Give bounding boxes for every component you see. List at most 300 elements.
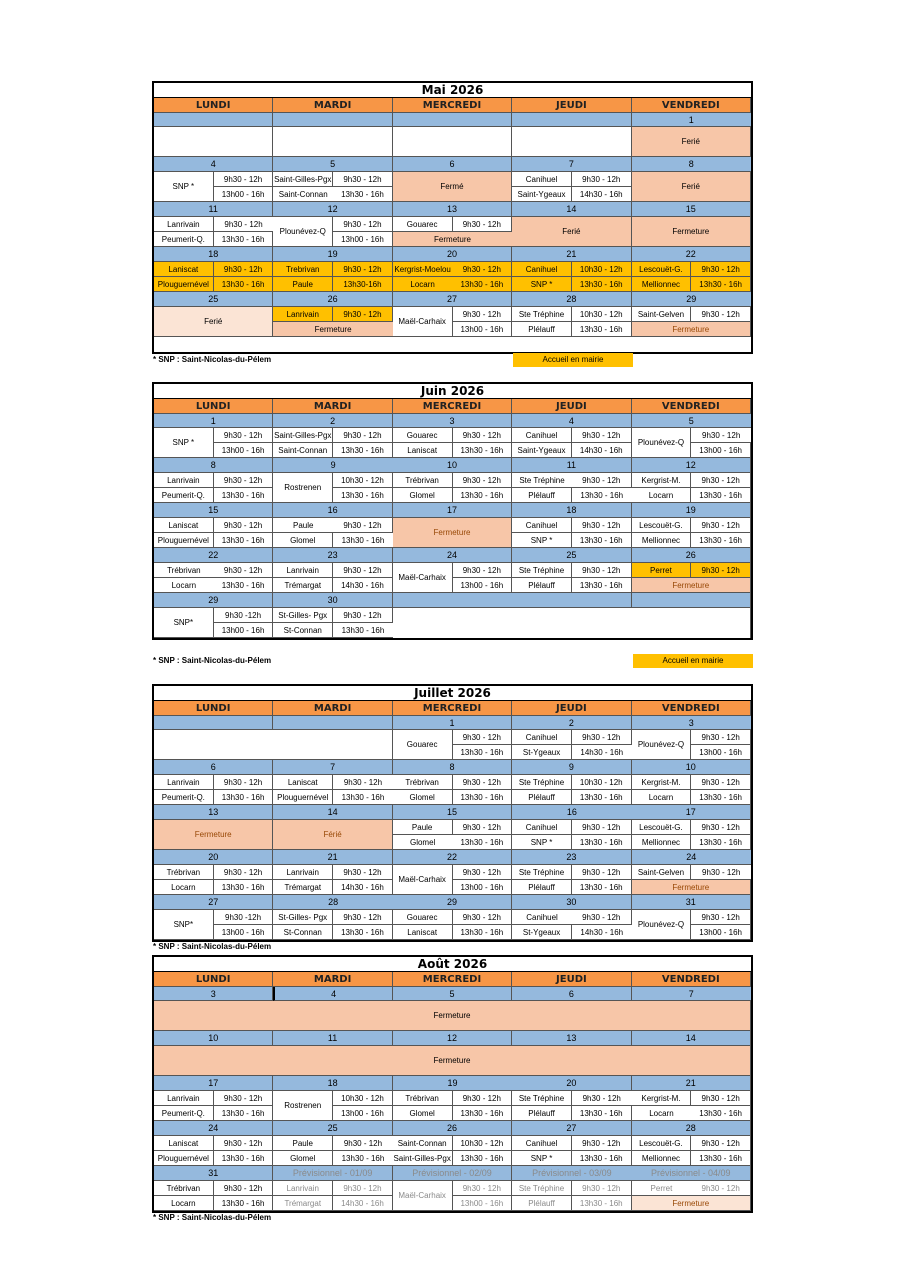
location: Plélauff: [512, 790, 572, 805]
location: Canihuel: [512, 910, 572, 925]
weekday-header: MARDI: [273, 399, 392, 414]
hours: 14h30 - 16h: [572, 443, 632, 458]
hours: 9h30 - 12h: [214, 1181, 274, 1196]
day-number: [273, 716, 392, 730]
month-grid: [154, 399, 751, 638]
hours: 9h30 - 12h: [333, 217, 393, 232]
location: Gouarec: [393, 910, 453, 925]
location: Canihuel: [512, 172, 572, 187]
day-number: 6: [393, 157, 512, 172]
day-number: 19: [393, 1076, 512, 1091]
location: Laniscat: [273, 775, 333, 790]
location: Plélauff: [512, 880, 572, 895]
day-number: 24: [632, 850, 751, 865]
location: Saint-Gilles-Pgx: [273, 172, 333, 187]
hours: 13h00 - 16h: [691, 443, 751, 458]
hours: 13h30 - 16h: [214, 880, 274, 895]
hours: 13h00 - 16h: [691, 745, 751, 760]
location: Rostrenen: [273, 1091, 333, 1121]
location: St-Ygeaux: [512, 925, 572, 940]
hours: 13h30 - 16h: [333, 1151, 393, 1166]
location: Lanrivain: [154, 775, 214, 790]
location: Canihuel: [512, 1136, 572, 1151]
hours: 13h00 - 16h: [214, 623, 274, 638]
location: Trémargat: [273, 578, 333, 593]
day-number: 27: [154, 895, 273, 910]
day-number: 27: [393, 292, 512, 307]
location: Saint-Ygeaux: [512, 187, 572, 202]
location: Plélauff: [512, 488, 572, 503]
hours: 13h30 - 16h: [453, 925, 513, 940]
location: Locarn: [393, 277, 453, 292]
hours: 14h30 - 16h: [333, 880, 393, 895]
hours: 9h30 - 12h: [453, 563, 513, 578]
day-number: 2: [512, 716, 631, 730]
location: Gouarec: [393, 428, 453, 443]
location: SNP *: [512, 1151, 572, 1166]
hours: 13h30 - 16h: [214, 533, 274, 548]
location: Ste Tréphine: [512, 563, 572, 578]
hours: 9h30 - 12h: [691, 262, 751, 277]
day-number: 10: [154, 1031, 273, 1046]
hours: 13h30 - 16h: [214, 790, 274, 805]
day-number: 5: [273, 157, 392, 172]
location: SNP*: [154, 608, 214, 638]
day-number: [512, 593, 631, 608]
location: Saint-Gelven: [632, 865, 692, 880]
location: Canihuel: [512, 428, 572, 443]
hours: 9h30 - 12h: [453, 820, 513, 835]
location: Plélauff: [512, 578, 572, 593]
location: Peumerit-Q.: [154, 790, 214, 805]
hours: 9h30 - 12h: [691, 428, 751, 443]
location: Trébrivan: [393, 775, 453, 790]
day-number: 21: [273, 850, 392, 865]
location: Lescouët-G.: [632, 518, 692, 533]
location: Canihuel: [512, 518, 572, 533]
calendar-aout: [152, 955, 753, 1213]
location: Mellionnec: [632, 835, 692, 850]
location: Trémargat: [273, 1196, 333, 1211]
day-number: 11: [273, 1031, 392, 1046]
location: Saint-Connan: [273, 187, 333, 202]
closed-cell: Fermeture: [273, 322, 392, 337]
closed-cell: Fermeture: [154, 1046, 751, 1076]
closed-cell: Fermeture: [393, 232, 512, 247]
closed-cell: Fermeture: [154, 1001, 751, 1031]
day-number: 12: [393, 1031, 512, 1046]
location: Peumerit-Q.: [154, 232, 214, 247]
location: Ste Tréphine: [512, 1181, 572, 1196]
location: Plounévez-Q: [632, 730, 692, 760]
location: Locarn: [154, 880, 214, 895]
day-number: 17: [632, 805, 751, 820]
day-number: [154, 716, 273, 730]
location: Ste Tréphine: [512, 865, 572, 880]
hours: 13h30 - 16h: [333, 790, 393, 805]
day-number: 29: [393, 895, 512, 910]
location: Perret: [632, 1181, 692, 1196]
weekday-header: MARDI: [273, 972, 392, 987]
hours: 13h30 - 16h: [572, 488, 632, 503]
calendar-juillet: [152, 684, 753, 942]
location: St-Connan: [273, 925, 333, 940]
hours: 13h00 - 16h: [214, 443, 274, 458]
weekday-header: MERCREDI: [393, 399, 512, 414]
hours: 13h30 - 16h: [572, 322, 632, 337]
day-number: 25: [273, 1121, 392, 1136]
location: Maël-Carhaix: [393, 1181, 453, 1211]
location: Maël-Carhaix: [393, 865, 453, 895]
hours: 9h30 - 12h: [572, 518, 632, 533]
hours: 13h30 - 16h: [214, 1196, 274, 1211]
location: Locarn: [632, 1106, 692, 1121]
calendar-mai: [152, 81, 753, 354]
hours: 9h30 -12h: [214, 910, 274, 925]
location: SNP *: [154, 172, 214, 202]
hours: 13h30 - 16h: [691, 488, 751, 503]
hours: 9h30 - 12h: [572, 730, 632, 745]
day-number: 23: [512, 850, 631, 865]
location: Paule: [273, 277, 333, 292]
hours: 9h30 - 12h: [572, 428, 632, 443]
location: Maël-Carhaix: [393, 307, 453, 337]
weekday-header: LUNDI: [154, 972, 273, 987]
hours: 13h30 - 16h: [453, 443, 513, 458]
holiday-cell: Ferié: [154, 307, 273, 337]
day-number: 19: [632, 503, 751, 518]
day-number: 7: [273, 760, 392, 775]
day-number: 18: [273, 1076, 392, 1091]
location: Glomel: [273, 533, 333, 548]
hours: 9h30 - 12h: [453, 775, 513, 790]
hours: 9h30 - 12h: [453, 473, 513, 488]
day-number: 10: [632, 760, 751, 775]
day-number: 9: [512, 760, 631, 775]
location: Saint-Connan: [393, 1136, 453, 1151]
location: Trébrivan: [154, 865, 214, 880]
location: Saint-Gelven: [632, 307, 692, 322]
day-number: 13: [154, 805, 273, 820]
footnote: * SNP : Saint-Nicolas-du-Pélem: [153, 656, 272, 665]
day-number: 1: [632, 113, 751, 127]
location: Trébrivan: [154, 1181, 214, 1196]
hours: 9h30 - 12h: [453, 428, 513, 443]
hours: 9h30 - 12h: [214, 775, 274, 790]
day-number: 15: [154, 503, 273, 518]
hours: 9h30 - 12h: [333, 1136, 393, 1151]
location: Lescouët-G.: [632, 262, 692, 277]
location: Saint-Gilles-Pgx: [393, 1151, 453, 1166]
weekday-header: MARDI: [273, 98, 392, 113]
day-number: 5: [632, 414, 751, 428]
hours: 9h30 - 12h: [214, 428, 274, 443]
location: Gouarec: [393, 217, 453, 232]
location: Kergrist-M.: [632, 1091, 692, 1106]
hours: 9h30 - 12h: [333, 518, 393, 533]
day-number: 1: [393, 716, 512, 730]
hours: 9h30 - 12h: [453, 1181, 513, 1196]
hours: 13h30 - 16h: [453, 745, 513, 760]
day-number: 6: [154, 760, 273, 775]
closed-cell: Fermeture: [632, 880, 751, 895]
hours: 13h00 - 16h: [214, 187, 274, 202]
day-number: 30: [512, 895, 631, 910]
weekday-header: MARDI: [273, 701, 392, 716]
month-title: Juillet 2026: [154, 686, 751, 701]
day-number: 16: [273, 503, 392, 518]
empty-cell: [154, 127, 273, 157]
month-title: Mai 2026: [154, 83, 751, 98]
day-number: 3: [393, 414, 512, 428]
day-number: 18: [512, 503, 631, 518]
day-number: [632, 593, 751, 608]
location: Trébrivan: [393, 473, 453, 488]
hours: 13h30 - 16h: [691, 533, 751, 548]
hours: 9h30 - 12h: [214, 518, 274, 533]
hours: 9h30 - 12h: [333, 428, 393, 443]
hours: 14h30 - 16h: [333, 578, 393, 593]
footnote: * SNP : Saint-Nicolas-du-Pélem: [153, 355, 272, 364]
day-number: 20: [512, 1076, 631, 1091]
location: Plouguernével: [273, 790, 333, 805]
day-number: 21: [632, 1076, 751, 1091]
hours: 13h30 - 16h: [453, 835, 513, 850]
location: Saint-Connan: [273, 443, 333, 458]
day-number: 16: [512, 805, 631, 820]
day-number: 17: [393, 503, 512, 518]
day-number: 9: [273, 458, 392, 473]
location: Lanrivain: [154, 217, 214, 232]
hours: 9h30 - 12h: [691, 563, 751, 578]
hours: 10h30 - 12h: [572, 307, 632, 322]
weekday-header: JEUDI: [512, 399, 631, 414]
hours: 13h30 - 16h: [333, 533, 393, 548]
day-number: 22: [393, 850, 512, 865]
day-number: 29: [154, 593, 273, 608]
day-number: [273, 113, 392, 127]
closed-cell: Fermeture: [632, 322, 751, 337]
hours: 9h30 - 12h: [453, 730, 513, 745]
location: Plounévez-Q: [273, 217, 333, 247]
day-number: 20: [393, 247, 512, 262]
month-title: Août 2026: [154, 957, 751, 972]
location: Plouguernével: [154, 277, 214, 292]
day-number: 29: [632, 292, 751, 307]
holiday-cell: Ferié: [512, 217, 631, 247]
day-number: 26: [273, 292, 392, 307]
hours: 9h30 - 12h: [214, 262, 274, 277]
legend-mairie: Accueil en mairie: [633, 654, 753, 668]
empty-cell: [393, 608, 751, 638]
day-number: 28: [273, 895, 392, 910]
location: Plouguernével: [154, 1151, 214, 1166]
location: Paule: [273, 518, 333, 533]
hours: 13h30 - 16h: [214, 277, 274, 292]
location: Ste Tréphine: [512, 1091, 572, 1106]
day-number-provisional: Prévisionnel - 04/09: [632, 1166, 751, 1181]
day-number: 25: [512, 548, 631, 563]
hours: 13h30 - 16h: [572, 790, 632, 805]
location: Locarn: [632, 488, 692, 503]
day-number: 25: [154, 292, 273, 307]
day-number: 6: [512, 987, 631, 1001]
location: Trébrivan: [393, 1091, 453, 1106]
location: Ste Tréphine: [512, 775, 572, 790]
hours: 9h30 - 12h: [214, 1091, 274, 1106]
hours: 9h30 - 12h: [214, 473, 274, 488]
location: Laniscat: [393, 443, 453, 458]
location: Lanrivain: [154, 473, 214, 488]
hours: 13h30 - 16h: [333, 443, 393, 458]
day-number: [512, 113, 631, 127]
hours: 13h30 - 16h: [453, 1106, 513, 1121]
hours: 9h30 - 12h: [333, 1181, 393, 1196]
location: Canihuel: [512, 730, 572, 745]
hours: 9h30 - 12h: [214, 172, 274, 187]
hours: 13h30 - 16h: [572, 578, 632, 593]
hours: 13h00 - 16h: [691, 925, 751, 940]
hours: 13h30 - 16h: [691, 1151, 751, 1166]
weekday-header: MERCREDI: [393, 701, 512, 716]
hours: 14h30 - 16h: [572, 925, 632, 940]
location: Lescouët-G.: [632, 820, 692, 835]
day-number: 20: [154, 850, 273, 865]
hours: 9h30 - 12h: [214, 217, 274, 232]
closed-cell: Fermeture: [632, 217, 751, 247]
location: Kergrist-Moelou: [393, 262, 453, 277]
hours: 13h30 - 16h: [691, 1106, 751, 1121]
weekday-header: LUNDI: [154, 399, 273, 414]
hours: 9h30 - 12h: [691, 910, 751, 925]
day-number: 15: [632, 202, 751, 217]
hours: 13h00 - 16h: [453, 578, 513, 593]
hours: 13h30 - 16h: [453, 277, 513, 292]
day-number: 11: [512, 458, 631, 473]
hours: 9h30 - 12h: [691, 730, 751, 745]
month-grid: [154, 98, 751, 352]
hours: 9h30 - 12h: [453, 1091, 513, 1106]
location: Trébrivan: [154, 563, 214, 578]
location: Perret: [632, 563, 692, 578]
day-number: 4: [512, 414, 631, 428]
hours: 13h30 - 16h: [453, 488, 513, 503]
location: Glomel: [273, 1151, 333, 1166]
hours: 13h30 - 16h: [572, 880, 632, 895]
location: Trémargat: [273, 880, 333, 895]
empty-cell: [154, 730, 393, 760]
closed-cell: Fermé: [393, 172, 512, 202]
hours: 13h30-16h: [333, 277, 393, 292]
day-number-provisional: Prévisionnel - 03/09: [512, 1166, 631, 1181]
location: Locarn: [154, 578, 214, 593]
hours: 13h30 - 16h: [333, 623, 393, 638]
hours: 13h30 - 16h: [214, 1151, 274, 1166]
hours: 9h30 - 12h: [214, 563, 274, 578]
hours: 13h30 - 16h: [572, 533, 632, 548]
hours: 9h30 - 12h: [691, 307, 751, 322]
weekday-header: JEUDI: [512, 701, 631, 716]
location: Glomel: [393, 1106, 453, 1121]
day-number-provisional: Prévisionnel - 02/09: [393, 1166, 512, 1181]
day-number: 4: [273, 987, 392, 1001]
day-number: 13: [512, 1031, 631, 1046]
weekday-header: JEUDI: [512, 98, 631, 113]
hours: 9h30 - 12h: [572, 865, 632, 880]
day-number: 18: [154, 247, 273, 262]
location: Paule: [273, 1136, 333, 1151]
closed-cell: Fermeture: [154, 820, 273, 850]
location: Plélauff: [512, 1106, 572, 1121]
hours: 10h30 - 12h: [333, 1091, 393, 1106]
month-grid: [154, 972, 751, 1211]
location: Canihuel: [512, 262, 572, 277]
location: Lanrivain: [273, 865, 333, 880]
hours: 13h30 - 16h: [572, 277, 632, 292]
hours: 9h30 - 12h: [691, 1136, 751, 1151]
hours: 13h30 - 16h: [572, 1151, 632, 1166]
location: Laniscat: [154, 262, 214, 277]
location: SNP*: [154, 910, 214, 940]
day-number: 8: [154, 458, 273, 473]
hours: 10h30 - 12h: [333, 473, 393, 488]
closed-cell: Fermeture: [632, 578, 751, 593]
day-number: 5: [393, 987, 512, 1001]
hours: 9h30 - 12h: [333, 775, 393, 790]
location: Laniscat: [154, 518, 214, 533]
hours: 13h00 - 16h: [453, 322, 513, 337]
hours: 9h30 - 12h: [333, 865, 393, 880]
empty-cell: [273, 127, 392, 157]
day-number: 23: [273, 548, 392, 563]
hours: 13h30 - 16h: [214, 232, 274, 247]
weekday-header: VENDREDI: [632, 399, 751, 414]
day-number: 11: [154, 202, 273, 217]
hours: 13h00 - 16h: [453, 1196, 513, 1211]
day-number: 22: [154, 548, 273, 563]
day-number: 1: [154, 414, 273, 428]
hours: 9h30 - 12h: [572, 172, 632, 187]
location: Ste Tréphine: [512, 307, 572, 322]
hours: 13h00 - 16h: [333, 1106, 393, 1121]
month-title: Juin 2026: [154, 384, 751, 399]
day-number: 19: [273, 247, 392, 262]
location: Locarn: [154, 1196, 214, 1211]
hours: 10h30 - 12h: [453, 1136, 513, 1151]
hours: 13h30 - 16h: [214, 1106, 274, 1121]
legend-mairie: Accueil en mairie: [513, 353, 633, 367]
location: St-Ygeaux: [512, 745, 572, 760]
location: SNP *: [512, 277, 572, 292]
hours: 9h30 -12h: [214, 608, 274, 623]
hours: 14h30 - 16h: [572, 187, 632, 202]
location: Laniscat: [154, 1136, 214, 1151]
location: Laniscat: [393, 925, 453, 940]
hours: 9h30 - 12h: [691, 775, 751, 790]
location: Mellionnec: [632, 533, 692, 548]
hours: 9h30 - 12h: [572, 820, 632, 835]
hours: 9h30 - 12h: [691, 865, 751, 880]
hours: 9h30 - 12h: [453, 910, 513, 925]
hours: 9h30 - 12h: [333, 563, 393, 578]
location: Glomel: [393, 790, 453, 805]
weekday-header: JEUDI: [512, 972, 631, 987]
hours: 9h30 - 12h: [214, 865, 274, 880]
hours: 9h30 - 12h: [691, 1181, 751, 1196]
day-number: 10: [393, 458, 512, 473]
location: Lescouët-G.: [632, 1136, 692, 1151]
day-number: 13: [393, 202, 512, 217]
